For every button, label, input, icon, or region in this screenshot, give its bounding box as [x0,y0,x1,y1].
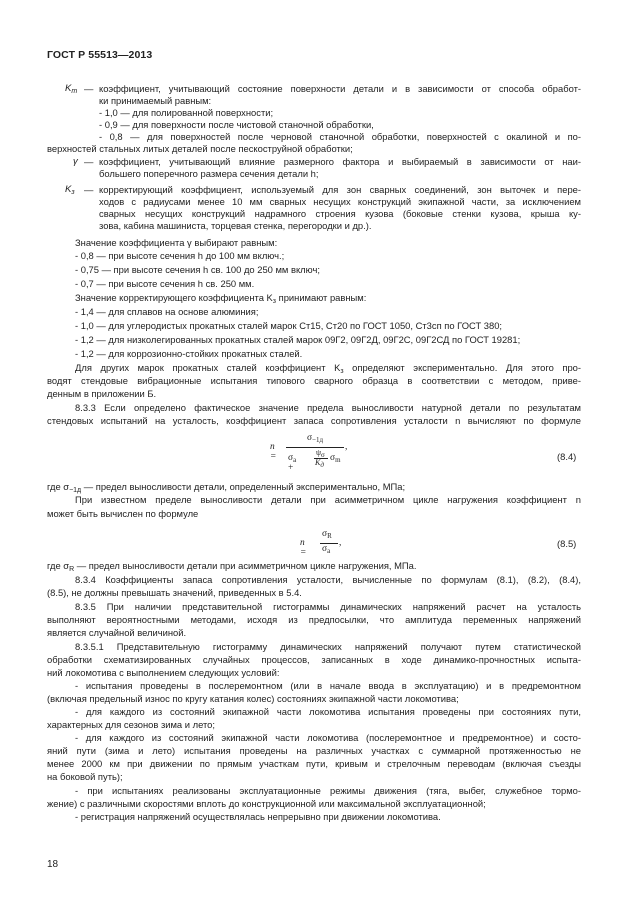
formula-8-5-lhs: n = [300,538,307,558]
km-line-2: ки принимаемый равным: [99,95,212,106]
km-line-4: - 0,9 — для поверхности после чистовой станочной обработки, [99,119,374,130]
para-8351-line-8: - для каждого из состояний экипажной части локомотива (послеремонтное и предремонтное) и состо- [75,732,581,743]
standard-header: ГОСТ Р 55513—2013 [47,49,153,61]
formula-8-4-sigma-m: $\sigma_m$ [330,453,341,464]
formula-8-4-numerator: $\sigma_{-1д}$ [307,433,324,444]
para-8351-line-3: ний локомотива с выполнением следующих условий: [47,667,280,678]
para-833-line-1: 8.3.3 Если определено фактическое значение предела выносливости натурной детали по результатам [75,402,581,413]
para-8351-line-6: - для каждого из состояний экипажной части локомотива испытания проведены при состояниях пути, [75,706,581,717]
k3-line-3: сварных несущих конструкций надрамного строения кузова (боковые стенки кузова, крыша ку- [99,208,581,219]
k3-value-item: - 1,2 — для коррозионно-стойких прокатных сталей. [75,348,303,359]
para-8351-line-4: - испытания проведены в послеремонтном (или в начале ввода в эксплуатацию) и в предремонтном [75,680,581,691]
gamma-value-item: - 0,8 — при высоте сечения h до 100 мм включ.; [75,250,285,261]
para-835-line-2: выполняют вероятностными методами, исходя из предпосылки, что амплитуда переменных напряжений [47,614,581,625]
para-8351-line-7: характерных для сезонов зима и лето; [47,719,215,730]
formula-8-5-comma: , [339,538,342,548]
para-833-line-2: стендовых испытаний на усталость, коэффициент запаса сопротивления усталости n вычисляют по формуле [47,415,581,426]
para-8351-line-2: обработки схематизированных случайных процессов, записанных в ходе динамико-прочностных испыта- [47,654,581,665]
where-8-5: где $\sigma_R$ — предел выносливости детали при асимметричном цикле нагружения, МПа. [47,560,417,573]
formula-8-4-fraction-bar [286,447,344,448]
para-8351-line-1: 8.3.5.1 Представительную гистограмму динамических напряжений получают путем статистической [75,641,581,652]
k3-line-2: ходов с радиусами менее 10 мм сварных несущих конструкций экипажной части, за исключением [99,196,581,207]
km-line-6: верхностей стальных литых деталей после пескоструйной обработки; [47,143,353,154]
k3-value-item: - 1,0 — для углеродистых прокатных сталей марок Ст15, Ст20 по ГОСТ 1050, Ст3сп по ГОСТ 380; [75,320,503,331]
k3-values-intro: Значение корректирующего коэффициента $K_з$ принимают равным: [75,292,367,305]
formula-8-4-number: (8.4) [557,451,577,462]
formula-8-4-denominator-a: $\sigma_a$ + [288,453,297,473]
para-8351-line-14: - регистрация напряжений осуществлялась непрерывно при движении локомотива. [75,811,441,822]
k3-value-item: - 1,4 — для сплавов на основе алюминия; [75,306,259,317]
k3-line-1: корректирующий коэффициент, используемый для зон сварных соединений, зон выточек и пере- [99,184,581,195]
k3-value-item: - 1,2 — для низколегированных прокатных сталей марок 09Г2, 09Г2Д, 09Г2С, 09Г2СД по ГОСТ 19281; [75,334,521,345]
para-other-line-2: водят стендовые вибрационные испытания типового сварного образца в соответствии с методом, приве- [47,375,581,386]
para-8351-line-5: (включая предельный износ по кругу катания колес) состояниях экипажной части локомотива; [47,693,459,704]
para-asym-line-1: При известном пределе выносливости детали при асимметричном цикле нагружения коэффициент n [75,494,581,505]
formula-8-5-numerator: $\sigma_R$ [322,529,332,540]
km-dash: — [84,83,94,94]
para-8351-line-12: - при испытаниях реализованы эксплуатационные режимы движения (тяга, выбег, служебное тормо- [75,785,581,796]
gamma-dash: — [84,156,94,167]
page-number: 18 [47,859,59,870]
formula-8-5-number: (8.5) [557,538,577,549]
para-asym-line-2: может быть вычислен по формуле [47,508,199,519]
para-8351-line-9: яний пути (зима и лето) испытания проведены на различных участках с суммарной протяженностью не [47,745,581,756]
k3-line-4: зова, кабина машиниста, торцевая стенка, перегородки и др.). [99,220,372,231]
gamma-value-item: - 0,7 — при высоте сечения h св. 250 мм. [75,278,255,289]
km-line-3: - 1,0 — для полированной поверхности; [99,107,274,118]
para-8351-line-10: менее 2000 км при движении по прямым участкам пути, кривым и стрелочным переводам (включая съезды [47,758,581,769]
k3-symbol: $K_з$ [65,184,75,196]
formula-8-4-comma: , [345,442,348,452]
para-other-line-3: денным в приложении Б. [47,388,157,399]
formula-8-4-psi: $\psi_\sigma$ [316,448,325,459]
km-line-1: коэффициент, учитывающий состояние поверхности детали и в зависимости от способа обработ- [99,83,581,94]
para-835-line-3: является случайной величиной. [47,627,187,638]
gamma-line-2: большего поперечного размера сечения детали h; [99,168,319,179]
km-symbol: $K_m$ [65,83,78,95]
where-8-4: где $\sigma_{-1д}$ — предел выносливости детали, определенный экспериментально, МПа; [47,481,406,494]
para-8351-line-13: жение) с различными скоростями вплоть до конструкционной или максимальной эксплуатационной; [47,798,486,809]
para-835-line-1: 8.3.5 При наличии представительной гистограммы динамических напряжений расчет на усталость [75,601,581,612]
gamma-value-item: - 0,75 — при высоте сечения h св. 100 до 250 мм включ; [75,264,320,275]
k3-dash: — [84,184,94,195]
para-8351-line-11: на боковой путь); [47,771,123,782]
formula-8-4-kd: $K_д$ [315,458,324,469]
formula-8-5-denominator: $\sigma_a$ [322,544,331,555]
para-834-line-1: 8.3.4 Коэффициенты запаса сопротивления усталости, вычисленные по формулам (8.1), (8.2), (8.4), [75,574,581,585]
gamma-symbol: γ [73,156,78,167]
km-line-5: - 0,8 — для поверхностей после черновой станочной обработки, поверхностей с окалиной и по- [99,131,581,142]
para-other-line-1: Для других марок прокатных сталей коэффициент $K_з$ определяют экспериментально. Для этого про- [75,362,581,375]
gamma-values-intro: Значение коэффициента γ выбирают равным: [75,237,278,248]
para-834-line-2: (8.5), не должны превышать значений, приведенных в 5.4. [47,587,302,598]
gamma-line-1: коэффициент, учитывающий влияние размерного фактора и выбираемый в зависимости от наи- [99,156,581,167]
formula-8-4-lhs: n = [270,442,277,462]
